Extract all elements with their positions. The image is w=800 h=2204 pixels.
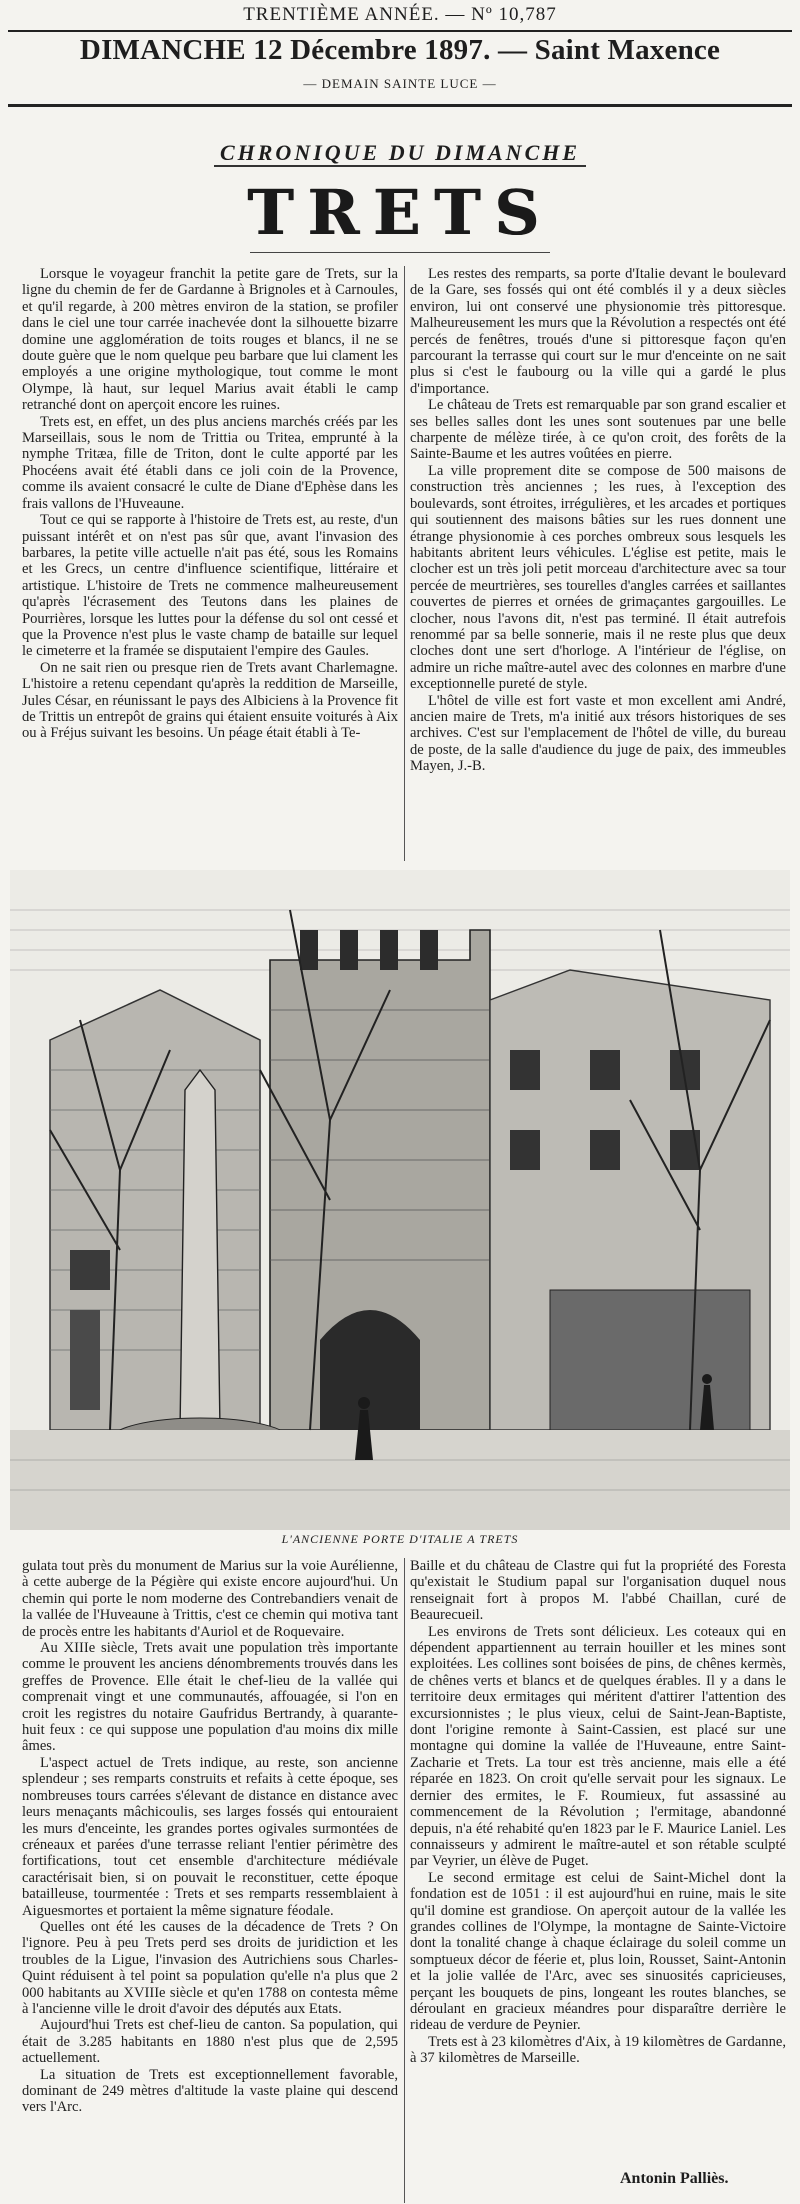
paragraph: Le second ermitage est celui de Saint-Michel dont la fondation est de 1051 : il est aujourd'hui en ruine, mais le site qu'il domine est grandiose. On aperçoit autour de la vallée les grandes collines de l'Olympe, la montagne de Sainte-Victoire dont la tonalité change à chaque éclairage du soleil comme un somptueux décor de féerie et, plus loin, Rousset, Saint-Antonin et la jolie vallée de l'Arc, avec ses sinuosités capricieuses, perçant les bouquets de pins, longeant les routes blanches, se déroulant en gracieux méandres pour disparaître derrière le rideau de verdure de Peynier.: [410, 1869, 786, 2034]
paragraph: Lorsque le voyageur franchit la petite gare de Trets, sur la ligne du chemin de fer de Gardanne à Brignoles et à Carnoules, et qu'il regarde, à 200 mètres environ de la station, se profiler dans le ciel une tour carrée inachevée dont la silhouette bizarre domine une agglomération de toits rouges et blancs, il ne se doute guère que le nom quelque peu barbare que lui clament les employés a une origine mythologique, tout comme le mont Olympe, là haut, sur lequel Marius avait établi le camp retranché dont on aperçoit encore les ruines.: [22, 266, 398, 414]
rule-masthead: [8, 104, 792, 107]
paragraph: Trets est à 23 kilomètres d'Aix, à 19 kilomètres de Gardanne, à 37 kilomètres de Marseille.: [410, 2033, 786, 2067]
paragraph: Les environs de Trets sont délicieux. Les coteaux qui en dépendent appartiennent au terrain houiller et les mines sont exploitées. Les collines sont boisées de pins, de chênes kermès, de chênes verts et blancs et de quelques érables. Il y a dans le territoire deux ermitages qui méritent d'attirer l'attention des excursionnistes ; le plus vieux, celui de Saint-Jean-Baptiste, dont l'origine remonte à Saint-Cassien, est placé sur une montagne qui domine la vallée de l'Huveaune, entre Saint-Zacharie et Trets. La tour est très ancienne, mais elle a été réparée en 1823. On croit qu'elle servait pour les signaux. Le dernier des ermites, le F. Roumieux, fut assassiné au commencement de la Révolution ; l'ermitage, abandonné depuis, n'a été rehabité qu'en 1823 par le F. Maurice Laniel. Les connaisseurs y admirent le maître-autel et son rétable sculpté par Veyrier, un élève de Puget.: [410, 1623, 786, 1870]
paragraph: L'aspect actuel de Trets indique, au reste, son ancienne splendeur ; ses remparts construits et refaits à cette époque, ses nombreuses tours carrées s'élevant de distance en distance avec leurs menaçants mâchicoulis, ses larges fossés qui entouraient les murs d'enceinte, les grandes portes ogivales surmontées de créneaux et parées d'une terrasse reliant l'entier périmètre des fortifications, tout cet ensemble d'architecture médiévale caractérisait bien, si on pouvait le reconstituer, cette époque batailleuse, tourmentée : Trets et ses remparts ressemblaient à Aiguesmortes et portaient la même signature féodale.: [22, 1754, 398, 1919]
rubric-text: CHRONIQUE DU DIMANCHE: [214, 140, 586, 167]
paragraph: gulata tout près du monument de Marius sur la voie Aurélienne, à cette auberge de la Pégière qui existe encore aujourd'hui. Un chemin qui porte le nom moderne des Contrebandiers venait de la vallée de l'Huveaune à Trittis, c'est ce chemin qui motiva tant de procès entre les habitants d'Auriol et de Roquevaire.: [22, 1558, 398, 1640]
issue-line: TRENTIÈME ANNÉE. — Nº 10,787: [243, 4, 557, 25]
paragraph: Au XIIIe siècle, Trets avait une population très importante comme le prouvent les anciens dénombrements trouvés dans les greffes de Provence. Elle était le chef-lieu de la vallée qui comprenait vingt et une communautés, affouagée, si l'on en croit les registres du notaire Gaufridus Bertrandy, à quarante-huit feux : ce qui suppose une population d'au moins dix mille âmes.: [22, 1640, 398, 1755]
article-title: TRETS: [247, 176, 553, 249]
masthead: [0, 34, 800, 98]
column-4: [410, 1558, 786, 2163]
column-rule-top: [404, 266, 405, 861]
author-signature: Antonin Palliès.: [620, 2170, 729, 2187]
column-1: [22, 266, 398, 861]
paragraph: Trets est, en effet, un des plus anciens marchés créés par les Marseillais, sous le nom de Trittia ou Tritea, emprunté à la nymphe Tritæa, fille de Triton, dont le culte apporté par les Phocéens avait été établi dans ce joli coin de la Provence, comme ils avaient consacré le culte de Diane d'Ephèse dans les frais vallons de l'Huveaune.: [22, 413, 398, 512]
paragraph: Les restes des remparts, sa porte d'Italie devant le boulevard de la Gare, ses fossés qui ont été comblés il y a deux siècles environ, lui ont conservé une physionomie très pittoresque. Malheureusement les murs que la Révolution a respectés ont été percés de fenêtres, troués d'une si pittoresque façon qu'en parcourant la terrasse qui court sur le mur d'enceinte on ne sait plus si c'est le faubourg ou la ville qui a gardé le plus d'importance.: [410, 266, 786, 397]
paragraph: On ne sait rien ou presque rien de Trets avant Charlemagne. L'histoire a retenu cependant qu'après la reddition de Marseille, Jules César, en réunissant le pays des Albiciens à la Provence fit de Trittis un entrepôt de grains qui étaient ensuite voiturés à Aix ou à Fréjus suivant les besoins. Un péage était établi à Te-: [22, 659, 398, 742]
date-line: DIMANCHE 12 Décembre 1897. — Saint Maxence: [79, 34, 721, 66]
paragraph: L'hôtel de ville est fort vaste et mon excellent ami André, ancien maire de Trets, m'a initié aux trésors historiques de ses archives. C'est sur l'emplacement de l'hôtel de ville, du bureau de poste, de la salle d'audience du juge de paix, des immeubles Mayen, J.-B.: [410, 692, 786, 775]
paragraph: Tout ce qui se rapporte à l'histoire de Trets est, au reste, d'un puissant intérêt et on n'est pas sûr que, avant l'invasion des barbares, la petite ville actuelle n'ait pas été, sous les Romains et les Grecs, un centre d'influence scientifique, littéraire et artistique. L'histoire de Trets ne commence malheureusement qu'après l'écrasement des Teutons dans les plaines de Pourrières, lorsque les luttes pour la défense du sol ont cessé et que la Provence n'est plus le vaste champ de bataille sur lequel le cimeterre et la framée se disputaient l'empire des Gaules.: [22, 512, 398, 660]
paragraph: Quelles ont été les causes de la décadence de Trets ? On l'ignore. Peu à peu Trets perd ses droits de juridiction et les troubles de la Ligue, l'invasion des Autrichiens sous Charles-Quint réduisent à tel point sa population qu'elle n'a plus que 2 000 habitants au XVIIIe siècle et qu'en 1788 on contesta même à l'ancienne ville le droit d'avoir des députés aux Etats.: [22, 1918, 398, 2017]
porte-italie-engraving: [10, 870, 790, 1530]
title-rule: [250, 252, 550, 253]
rule-top: [8, 30, 792, 32]
paragraph: La ville proprement dite se compose de 500 maisons de construction très anciennes ; les rues, à l'exception des boulevards, sont étroites, irrégulières, et les arcades et portiques qui soutiennent des maisons bâties sur les rues donnent une étrange physionomie à ces porches ombreux sous lesquels les habitants abritent leurs véhicules. L'église est petite, mais le clocher est un très joli petit morceau d'architecture avec sa tour percée de meurtrières, ses tourelles d'angles carrées et saillantes couvertes de pierres et ornées de grimaçantes gargouilles. Le clocher, nous l'avons dit, n'est pas terminé. Il était autrefois renommé par sa belle sonnerie, mais il ne reste plus que deux cloches dont une sert d'horloge. A l'intérieur de l'église, on admire un riche maître-autel avec des colonnes en marbre d'une exceptionnelle pureté de style.: [410, 462, 786, 693]
paragraph: Aujourd'hui Trets est chef-lieu de canton. Sa population, qui était de 3.285 habitants en 1880 n'est plus que de 2,595 actuellement.: [22, 2017, 398, 2067]
paragraph: Baille et du château de Clastre qui fut la propriété des Foresta qu'existait le Studium papal sur l'organisation duquel nous renseignait fort à propos M. l'abbé Chaillan, curé de Beaurecueil.: [410, 1558, 786, 1624]
illustration-caption: L'ANCIENNE PORTE D'ITALIE A TRETS: [281, 1532, 519, 1546]
column-3: [22, 1558, 398, 2203]
column-rule-bottom: [404, 1558, 405, 2203]
paragraph: La situation de Trets est exceptionnellement favorable, dominant de 249 mètres d'altitude la vaste plaine qui descend vers l'Arc.: [22, 2066, 398, 2116]
saint-of-tomorrow: — DEMAIN SAINTE LUCE —: [303, 76, 497, 91]
paragraph: Le château de Trets est remarquable par son grand escalier et ses belles salles dont les unes sont soutenues par une belle charpente de mélèze tirée, à ce qu'on croit, des forêts de la Sainte-Baume et les autres voûtées en pierre.: [410, 397, 786, 463]
column-2: [410, 266, 786, 861]
rubric: [0, 140, 800, 166]
